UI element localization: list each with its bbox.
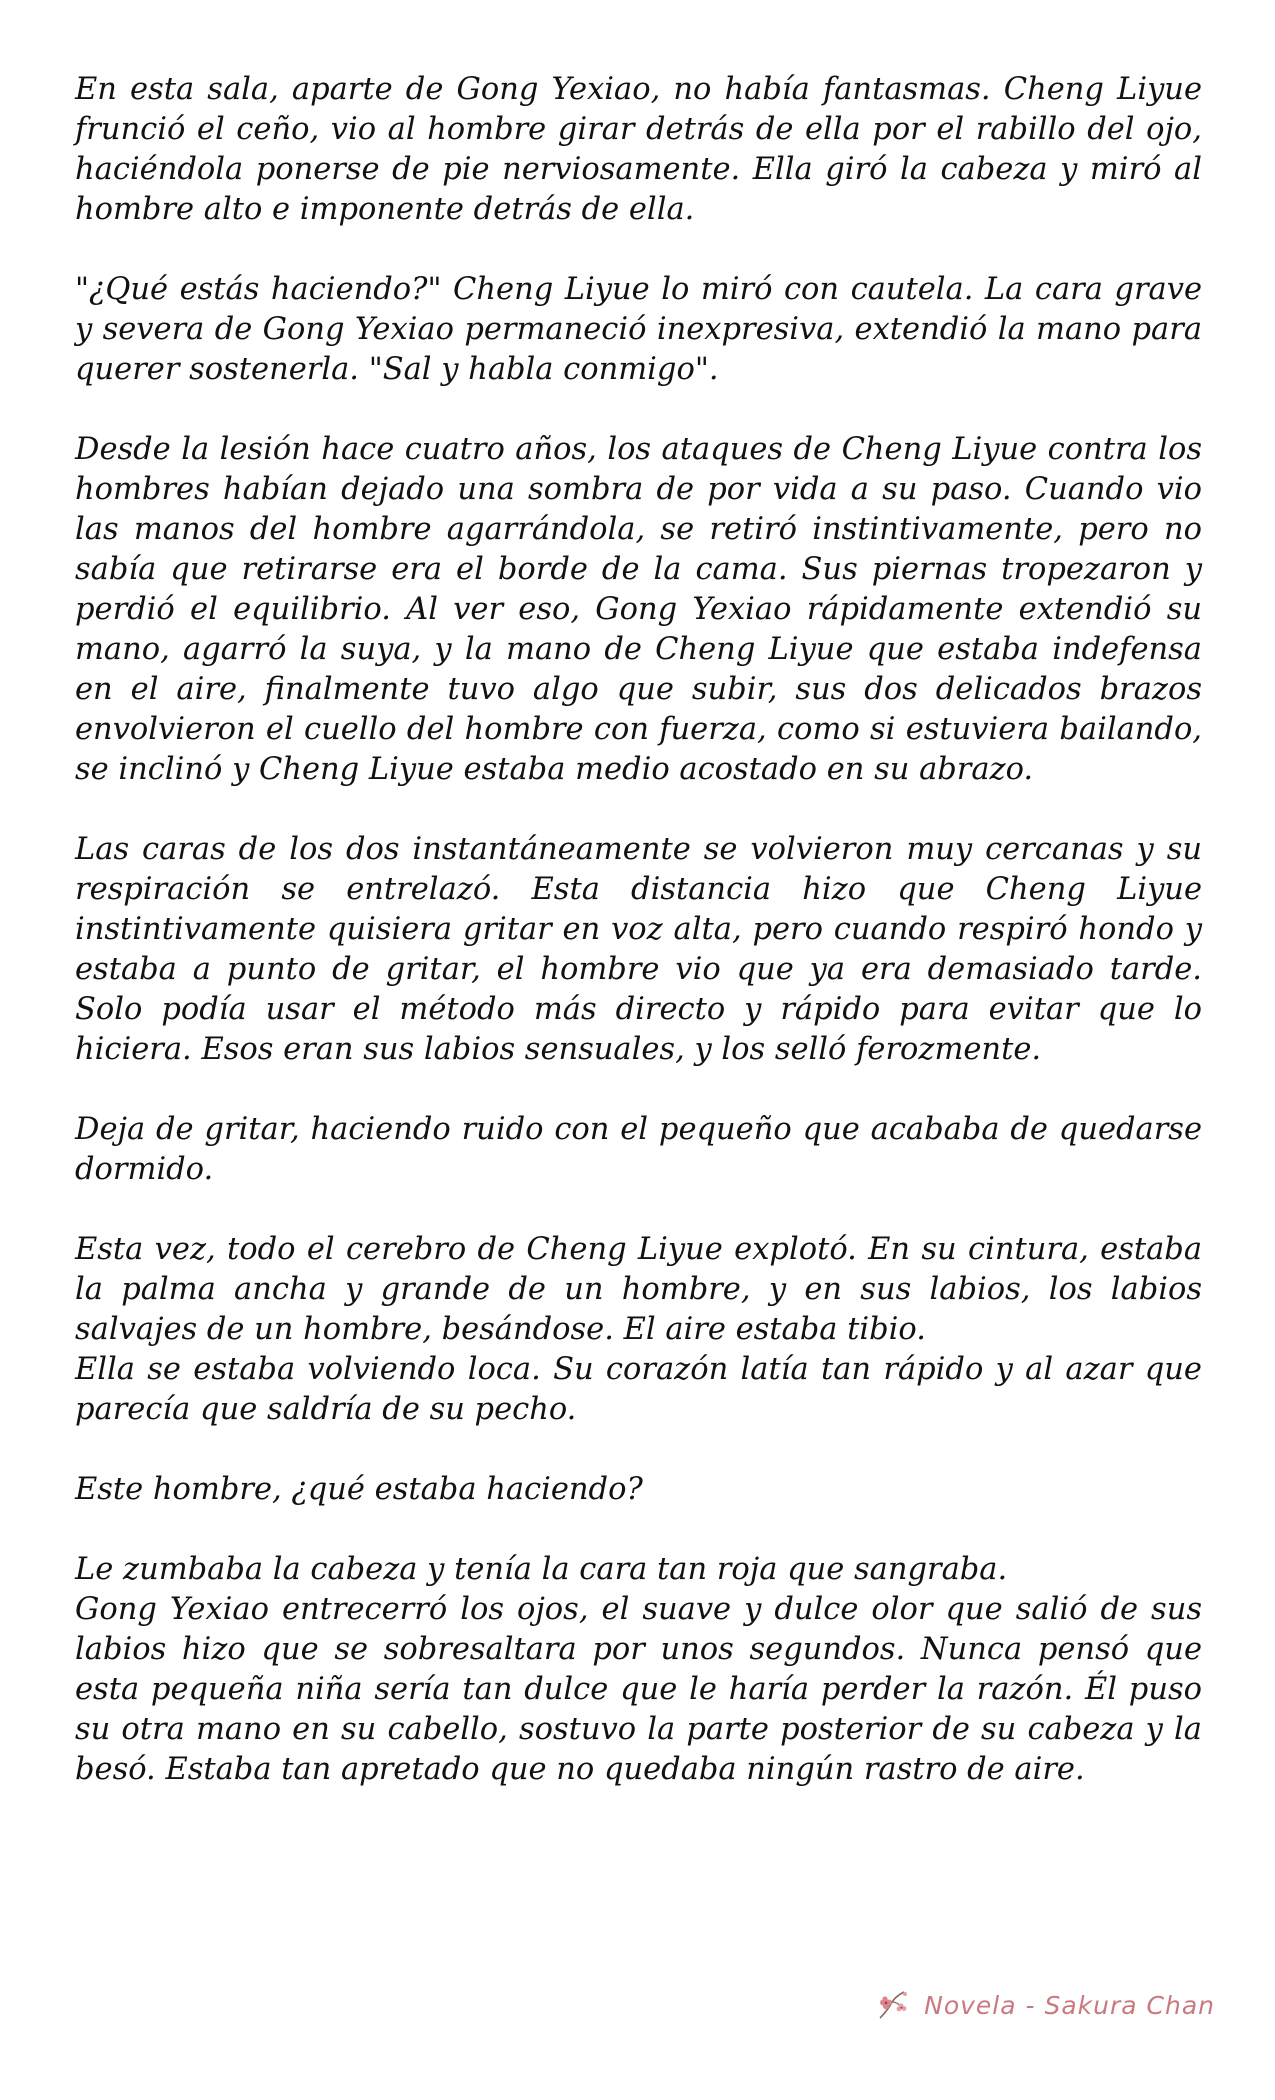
document-page [75, 70, 1202, 1830]
paragraph-line: Desde la lesión hace cuatro años, los ataques de Cheng Liyue contra los hombres habían dejado una sombra de por vida a su paso. Cuando vio las manos del hombre agarrándola, se retiró instintivamente, pero no sabía que retirarse era el borde de la cama. Sus piernas tropezaron y perdió el equilibrio. Al ver eso, Gong Yexiao rápidamente extendió su mano, agarró la suya, y la mano de Cheng Liyue que estaba indefensa en el aire, finalmente tuvo algo que subir, sus dos delicados brazos envolvieron el cuello del hombre con fuerza, como si estuviera bailando, se inclinó y Cheng Liyue estaba medio acostado en su abrazo. [75, 432, 1202, 787]
watermark-text: Novela - Sakura Chan [924, 1990, 1215, 2020]
paragraph-line: Le zumbaba la cabeza y tenía la cara tan roja que sangraba. [75, 1552, 1008, 1587]
paragraph-line: Gong Yexiao entrecerró los ojos, el suave y dulce olor que salió de sus labios hizo que se sobresaltara por unos segundos. Nunca pensó que esta pequeña niña sería tan dulce que le haría perder la razón. Él puso su otra mano en su cabello, sostuvo la parte posterior de su cabeza y la besó. Estaba tan apretado que no quedaba ningún rastro de aire. [75, 1592, 1202, 1787]
paragraph-line: Deja de gritar, haciendo ruido con el pequeño que acababa de quedarse dormido. [75, 1112, 1202, 1187]
paragraph-line: Las caras de los dos instantáneamente se volvieron muy cercanas y su respiración se entrelazó. Esta distancia hizo que Cheng Liyue instintivamente quisiera gritar en voz alta, pero cuando respiró hondo y estaba a punto de gritar, el hombre vio que ya era demasiado tarde. Solo podía usar el método más directo y rápido para evitar que lo hiciera. Esos eran sus labios sensuales, y los selló ferozmente. [75, 832, 1202, 1067]
paragraph-line: Este hombre, ¿qué estaba haciendo? [75, 1472, 643, 1507]
paragraph-1 [75, 70, 1202, 230]
cherry-blossom-icon [874, 1988, 914, 2022]
paragraph-line: Esta vez, todo el cerebro de Cheng Liyue explotó. En su cintura, estaba la palma ancha y grande de un hombre, y en sus labios, los labios salvajes de un hombre, besándose. El aire estaba tibio. [75, 1232, 1202, 1347]
paragraph-8 [75, 1550, 1202, 1790]
paragraph-6 [75, 1230, 1202, 1430]
paragraph-3 [75, 430, 1202, 790]
paragraph-line: "¿Qué estás haciendo?" Cheng Liyue lo miró con cautela. La cara grave y severa de Gong Yexiao permaneció inexpresiva, extendió la mano para querer sostenerla. "Sal y habla conmigo". [75, 272, 1202, 387]
paragraph-7 [75, 1470, 1202, 1510]
paragraph-4 [75, 830, 1202, 1070]
paragraph-5 [75, 1110, 1202, 1190]
footer-watermark [874, 1988, 1215, 2022]
paragraph-line: En esta sala, aparte de Gong Yexiao, no había fantasmas. Cheng Liyue frunció el ceño, vio al hombre girar detrás de ella por el rabillo del ojo, haciéndola ponerse de pie nerviosamente. Ella giró la cabeza y miró al hombre alto e imponente detrás de ella. [75, 72, 1202, 227]
paragraph-2 [75, 270, 1202, 390]
paragraph-line: Ella se estaba volviendo loca. Su corazón latía tan rápido y al azar que parecía que saldría de su pecho. [75, 1352, 1202, 1427]
